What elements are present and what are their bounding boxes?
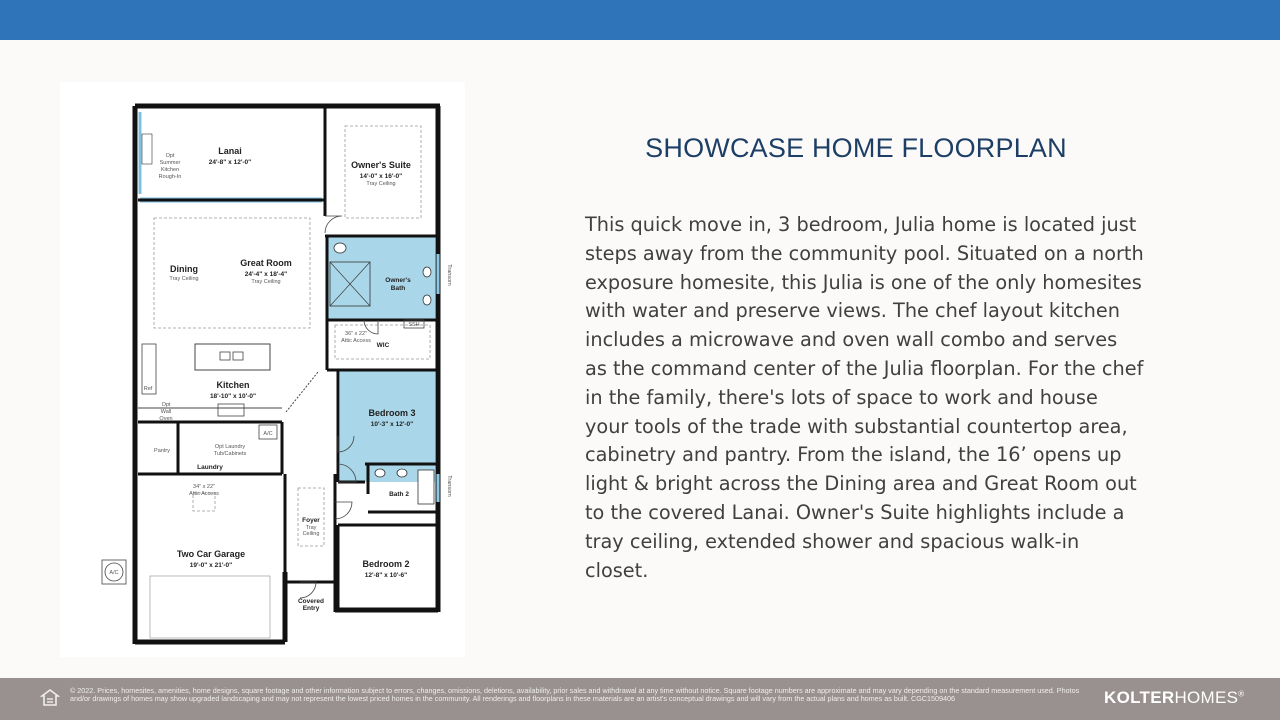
covered-entry-l1: Covered: [297, 598, 325, 605]
wic-label: WIC: [376, 342, 390, 349]
bath2-label: Bath 2: [389, 491, 409, 498]
attic-access-label-2: Attic Access: [189, 491, 219, 497]
logo-bold-text: KOLTER: [1104, 688, 1175, 707]
opt-kitchen-l3: Kitchen: [160, 167, 180, 173]
opt-kitchen-l1: Opt: [165, 153, 175, 159]
ssh-label: SSH: [408, 322, 420, 328]
logo-light-text: HOMES: [1174, 688, 1239, 707]
owners-bath-l1: Owner's: [385, 277, 411, 284]
opt-kitchen-l4: Rough-In: [158, 174, 182, 180]
top-banner: [0, 0, 1280, 40]
foyer-label: Foyer: [302, 517, 320, 524]
owners-suite-label: Owner's Suite: [351, 160, 411, 170]
bedroom3-label: Bedroom 3: [368, 408, 416, 418]
home-description: This quick move in, 3 bedroom, Julia home is located just steps away from the community pool. Situated on a north exposure homesite, this Julia is one of the only homesites with water and preserve views. The chef layout kitchen includes a microwave and oven wall combo and serves as the command center of the Julia floorplan. For the chef in the family, there's lots of space to work and house your tools of the trade with substantial countertop area, cabinetry and pantry. From the island, the 16’ opens up light & bright across the Dining area and Great Room out to the covered Lanai. Owner's Suite highlights include a tray ceiling, extended shower and spacious walk-in closet.: [585, 213, 1144, 582]
bedroom2-dims: 12'-8" x 10'-6": [364, 572, 408, 579]
ref-label: Ref: [143, 386, 153, 392]
floorplan-image: [60, 82, 465, 657]
bedroom2-label: Bedroom 2: [362, 559, 410, 569]
attic-access-label-1: Attic Access: [341, 338, 371, 344]
page-title: SHOWCASE HOME FLOORPLAN: [645, 133, 1067, 163]
ac-label-2: A/C: [109, 570, 119, 576]
owners-suite-dims: 14'-0" x 16'-0": [359, 173, 403, 180]
great-room-label: Great Room: [240, 258, 292, 268]
lanai-dims: 24'-8" x 12'-0": [208, 159, 252, 166]
great-room-note: Tray Ceiling: [251, 279, 281, 285]
opt-wall-oven-l3: Oven: [159, 416, 173, 422]
attic-access-dims-1: 36" x 22": [345, 331, 367, 337]
owners-suite-note: Tray Ceiling: [366, 181, 396, 187]
footer-bar: [0, 678, 1280, 720]
attic-access-dims-2: 34" x 22": [193, 484, 215, 490]
opt-wall-oven-l1: Opt: [161, 402, 171, 408]
kitchen-label: Kitchen: [216, 380, 250, 390]
lanai-label: Lanai: [218, 146, 242, 156]
logo-registered-mark: ®: [1238, 689, 1245, 699]
bedroom3-dims: 10'-3" x 12'-0": [370, 421, 414, 428]
transom-label-1: Transom: [446, 264, 452, 286]
foyer-l3: Ceiling: [302, 531, 320, 537]
dining-note: Tray Ceiling: [169, 276, 199, 282]
garage-label: Two Car Garage: [176, 549, 246, 559]
pantry-label: Pantry: [154, 448, 170, 454]
equal-housing-opportunity-icon: [40, 688, 60, 708]
opt-wall-oven-l2: Wall: [160, 409, 172, 415]
opt-laundry-l2: Tub/Cabinets: [213, 451, 247, 457]
foyer-l2: Tray: [305, 525, 317, 531]
ac-label-1: A/C: [263, 431, 273, 437]
garage-dims: 19'-0" x 21'-0": [189, 562, 233, 569]
dining-label: Dining: [170, 264, 198, 274]
transom-label-2: Transom: [446, 475, 452, 497]
owners-bath-l2: Bath: [390, 285, 406, 292]
kolter-homes-logo: [1104, 688, 1244, 708]
laundry-label: Laundry: [197, 464, 223, 471]
legal-disclaimer: © 2022. Prices, homesites, amenities, home designs, square footage and other information subject to errors, changes, omissions, deletions, availability, prior sales and withdrawal at any time without notice. Square footage numbers are approximate and may vary depending on the standard measurement used. Photos and/or drawings of homes may show upgraded landscaping and may not represent the lowest priced homes in the community. All renderings and floorplans in these materials are an artist's conceptual drawings and will vary from the actual plans and homes as built. CGC1509406: [70, 686, 1080, 703]
opt-laundry-l1: Opt Laundry: [214, 444, 246, 450]
covered-entry-l2: Entry: [302, 605, 320, 612]
opt-kitchen-l2: Summer: [159, 160, 181, 166]
kitchen-dims: 18'-10" x 10'-0": [209, 393, 257, 400]
great-room-dims: 24'-4" x 18'-4": [244, 271, 288, 278]
